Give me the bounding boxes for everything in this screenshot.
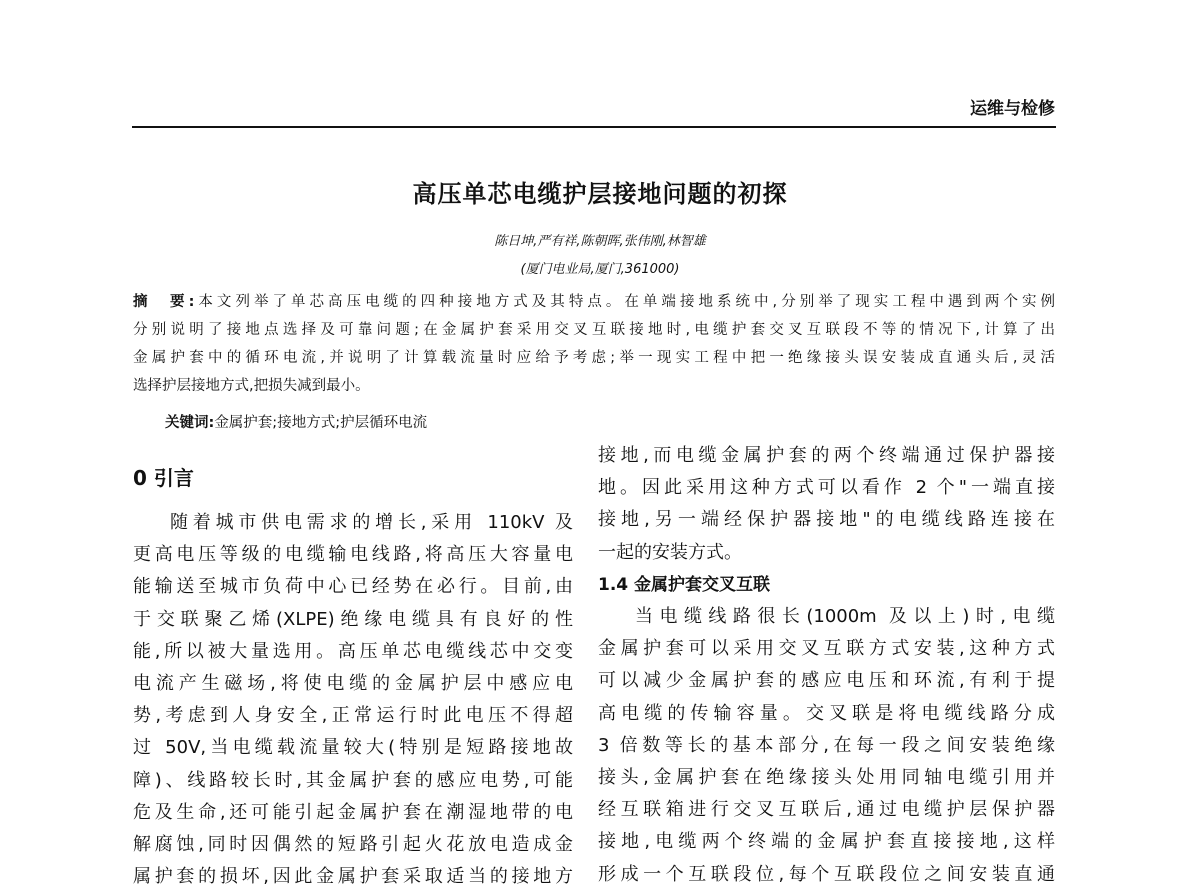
body-line: 经互联箱进行交叉互联后,通过电缆护层保护器 [598,799,1055,821]
body-line: 当电缆线路很长(1000m 及以上)时,电缆 [635,606,1055,627]
body-line: 高电缆的传输容量。交叉联是将电缆线路分成 [598,702,1055,724]
body-line: 于交联聚乙烯(XLPE)绝缘电缆具有良好的性 [133,608,573,630]
body-line: 能输送至城市负荷中心已经势在必行。目前,由 [133,576,573,598]
body-line: 障)、线路较长时,其金属护套的感应电势,可能 [133,769,573,791]
body-line: 金属护套可以采用交叉互联方式安装,这种方式 [598,638,1055,660]
body-line: 属护套的损坏,因此金属护套采取适当的接地方 [133,866,573,888]
abstract-line: 选择护层接地方式,把损失减到最小。 [133,378,370,394]
body-line: 接地,另一端经保护器接地"的电缆线路连接在 [598,509,1055,531]
header-rule [132,126,1056,128]
body-line: 接头,金属护套在绝缘接头处用同轴电缆引用并 [598,767,1055,788]
keywords [165,411,427,432]
paper-title: 高压单芯电缆护层接地问题的初探 [412,180,788,208]
body-line: 势,考虑到人身安全,正常运行时此电压不得超 [133,705,573,727]
journal-section-label: 运维与检修 [970,99,1055,119]
keywords-text: 金属护套;接地方式;护层循环电流 [214,415,428,431]
paper-authors: 陈日坤,严有祥,陈朝晖,张伟刚,林智雄 [494,234,706,249]
abstract-line: 分别说明了接地点选择及可靠问题;在金属护套采用交叉互联接地时,电缆护套交叉互联段不等的情况下,计算了出 [133,322,1055,338]
section-heading-introduction: 0 引言 [133,466,194,490]
body-line: 一起的安装方式。 [598,541,742,563]
body-line: 接地,而电缆金属护套的两个终端通过保护器接 [598,445,1055,466]
abstract-label: 摘 要: [133,294,195,310]
abstract-line [133,290,1055,312]
abstract-text: 本文列举了单芯高压电缆的四种接地方式及其特点。在单端接地系统中,分别举了现实工程中遇到两个实例 [194,294,1055,310]
body-line: 过 50V,当电缆载流量较大(特别是短路接地故 [133,737,573,759]
body-line: 形成一个互联段位,每个互联段位之间安装直通 [598,863,1055,885]
abstract-line: 金属护套中的循环电流,并说明了计算载流量时应给予考虑;举一现实工程中把一绝缘接头误安装成直通头后,灵活 [133,350,1055,366]
body-line: 能,所以被大量选用。高压单芯电缆线芯中交变 [133,640,573,662]
body-line: 危及生命,还可能引起金属护套在潮湿地带的电 [133,801,573,823]
section-heading-1-4: 1.4 金属护套交叉互联 [598,575,771,595]
keywords-label: 关键词: [165,415,215,431]
body-line: 可以减少金属护套的感应电压和环流,有利于提 [598,670,1055,692]
body-line: 随着城市供电需求的增长,采用 110kV 及 [170,512,573,533]
body-line: 接地,电缆两个终端的金属护套直接接地,这样 [598,831,1055,853]
body-line: 解腐蚀,同时因偶然的短路引起火花放电造成金 [133,834,573,855]
body-line: 3 倍数等长的基本部分,在每一段之间安装绝缘 [598,734,1055,756]
body-line: 电流产生磁场,将使电缆的金属护层中感应电 [133,673,573,694]
body-line: 更高电压等级的电缆输电线路,将高压大容量电 [133,544,573,566]
body-line: 地。因此采用这种方式可以看作 2 个"一端直接 [598,477,1055,499]
paper-affiliation: (厦门电业局,厦门,361000) [520,262,680,277]
